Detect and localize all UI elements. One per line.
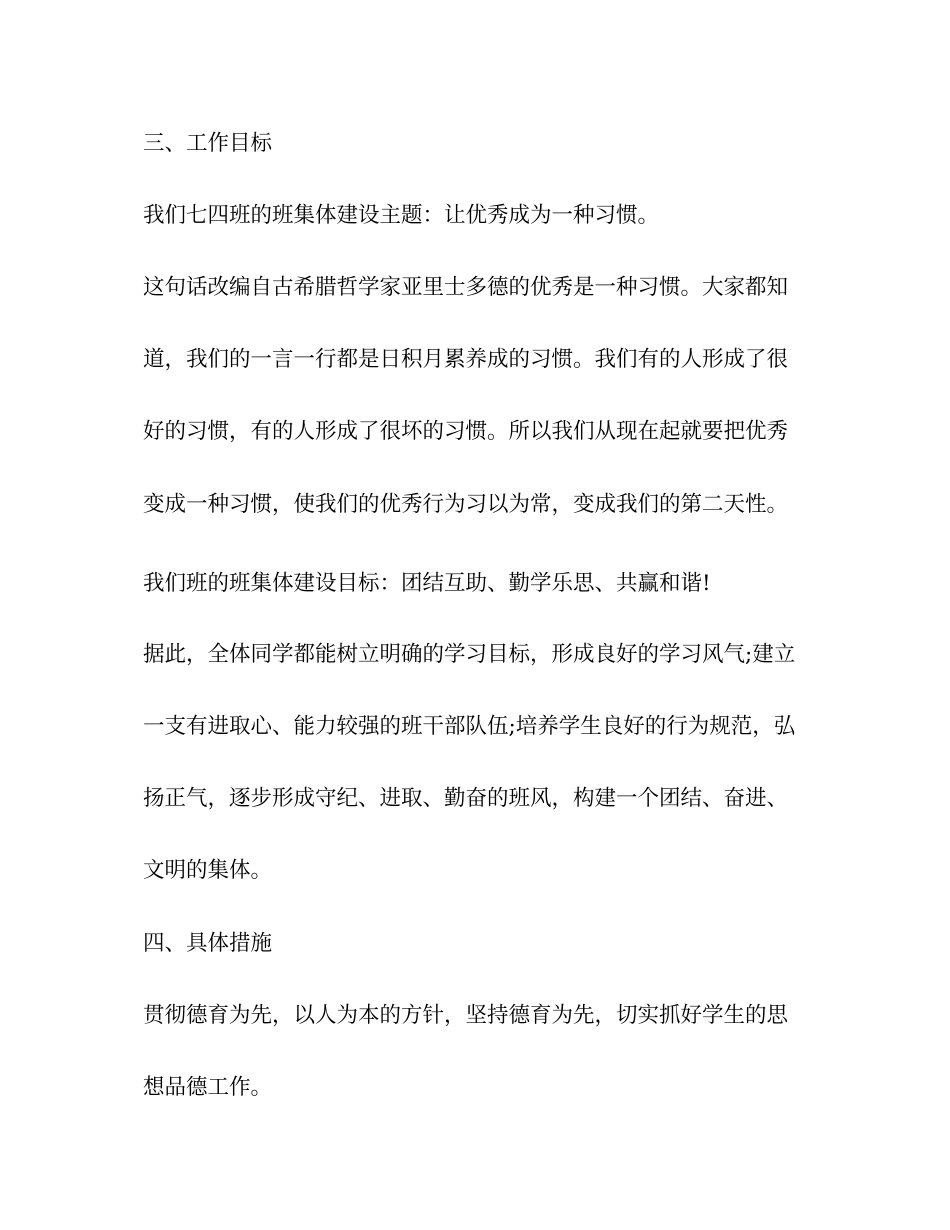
- paragraph-line: 一支有进取心、能力较强的班干部队伍;培养学生良好的行为规范，弘: [143, 714, 796, 739]
- paragraph-line: 好的习惯，有的人形成了很坏的习惯。所以我们从现在起就要把优秀: [143, 419, 789, 444]
- section-heading-work-goals: 三、工作目标: [143, 131, 273, 156]
- paragraph-line: 变成一种习惯，使我们的优秀行为习以为常，变成我们的第二天性。: [143, 492, 789, 517]
- paragraph-line: 想品德工作。: [143, 1075, 273, 1100]
- paragraph-line: 道，我们的一言一行都是日积月累养成的习惯。我们有的人形成了很: [143, 347, 789, 372]
- paragraph-line: 贯彻德育为先，以人为本的方针，坚持德育为先，切实抓好学生的思: [143, 1003, 789, 1028]
- paragraph-line: 扬正气，逐步形成守纪、进取、勤奋的班风，构建一个团结、奋进、: [143, 786, 789, 811]
- paragraph-line: 文明的集体。: [143, 858, 273, 883]
- paragraph-line: 我们七四班的班集体建设主题：让优秀成为一种习惯。: [143, 203, 660, 228]
- paragraph-line: 这句话改编自古希腊哲学家亚里士多德的优秀是一种习惯。大家都知: [143, 275, 789, 300]
- paragraph-line: 据此，全体同学都能树立明确的学习目标，形成良好的学习风气;建立: [143, 642, 796, 667]
- section-heading-specific-measures: 四、具体措施: [143, 931, 273, 956]
- paragraph-line: 我们班的班集体建设目标：团结互助、勤学乐思、共赢和谐!: [143, 571, 711, 596]
